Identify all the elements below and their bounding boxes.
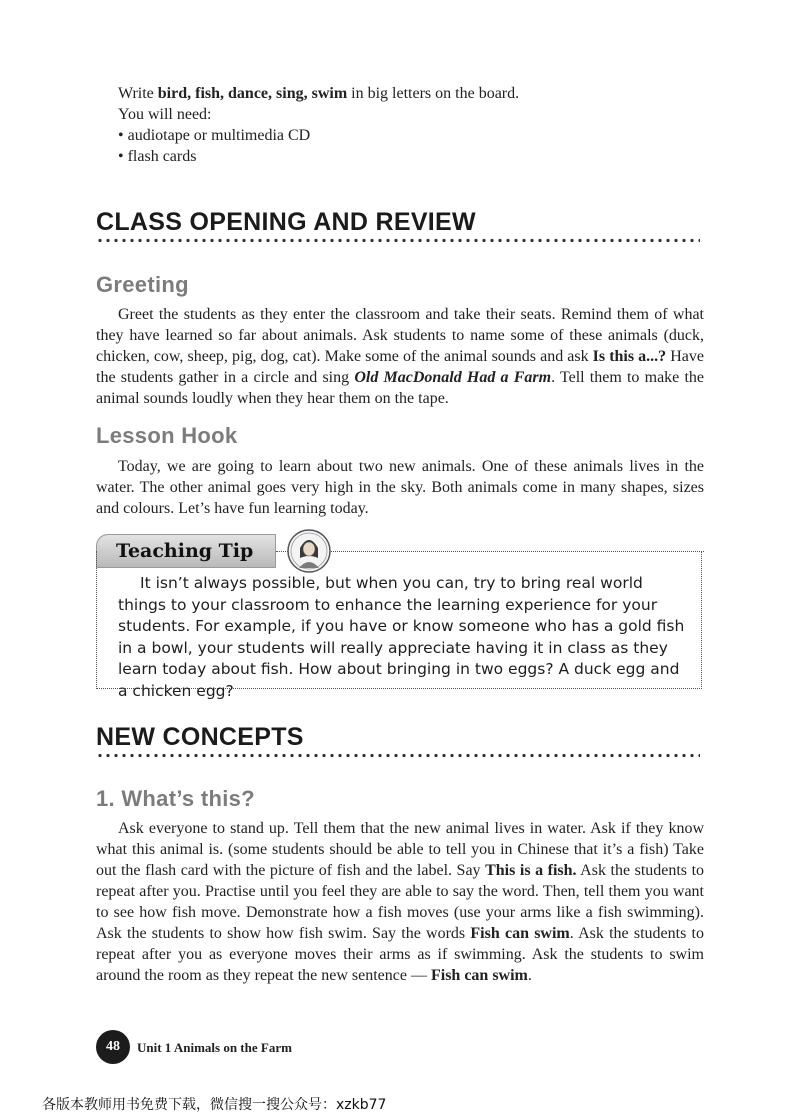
concept-text: Ask the students to repeat after you. Practise until you feel they are able to say the word. Then, tell them you want to see how fish move. Demonstrate how a fish moves (use your arms like a fish swimming). Ask the students to show how fish swim. Say the words <box>96 862 705 942</box>
concept-text: . <box>527 967 532 984</box>
whats-this-paragraph <box>96 818 704 986</box>
song-title: Old MacDonald Had a Farm <box>354 369 552 386</box>
greeting-text: Have the students gather in a circle and sing <box>96 348 704 386</box>
greeting-question: Is this a...? <box>592 348 667 365</box>
key-phrase: Fish can swim <box>470 925 570 942</box>
dotted-divider <box>96 753 700 758</box>
need-item: • flash cards <box>118 148 197 165</box>
greeting-text: . Tell them to make the animal sounds loudly when they hear them on the tape. <box>96 369 705 407</box>
key-phrase: Fish can swim <box>430 967 528 984</box>
section-title: NEW CONCEPTS <box>96 723 304 751</box>
greeting-text: Greet the students as they enter the classroom and take their seats. Remind them of what they have learned so far about animals. Ask students to name some of these animals (duck, chicken, cow, sheep, pig, dog, cat). Make some of the animal sounds and ask <box>96 306 704 365</box>
subheading-lesson-hook: Lesson Hook <box>96 423 238 448</box>
section-title: CLASS OPENING AND REVIEW <box>96 208 476 236</box>
page-number-badge: 48 <box>96 1030 130 1064</box>
concept-text: Ask everyone to stand up. Tell them that the new animal lives in water. Ask if they know what this animal is. (some students should be able to tell you in Chinese that it’s a fish) Take out the flash card with the picture of fish and the label. Say <box>96 820 704 879</box>
subheading-greeting: Greeting <box>96 272 189 297</box>
watermark-text: 各版本教师用书免费下载，微信搜一搜公众号：xzkb77 <box>42 1097 387 1113</box>
prep-text: Write <box>118 85 158 102</box>
subheading-whats-this: 1. What’s this? <box>96 786 255 811</box>
section-heading-class-opening <box>96 208 700 237</box>
concept-text: . Ask the students to repeat after you as everyone moves their arms as if swimming. Ask the students to swim around the room as they repeat the new sentence — <box>96 925 704 984</box>
teaching-tip-text: It isn’t always possible, but when you can, try to bring real world things to your classroom to enhance the learning experience for your students. For example, if you have or know someone who has a gold fish in a bowl, your students will really appreciate having it in class as they learn today about fish. How about bringing in two eggs? A duck egg and a chicken egg? <box>118 574 685 700</box>
prep-line-1 <box>118 83 718 104</box>
need-label: You will need: <box>118 106 212 123</box>
prep-text: in big letters on the board. <box>347 85 520 102</box>
prep-words: bird, fish, dance, sing, swim <box>157 85 348 102</box>
need-item: • audiotape or multimedia CD <box>118 127 311 144</box>
greeting-paragraph <box>96 304 704 409</box>
unit-title: Unit 1 Animals on the Farm <box>137 1040 292 1055</box>
key-phrase: This is a fish. <box>485 862 577 879</box>
section-heading-new-concepts <box>96 723 700 752</box>
lesson-hook-paragraph: Today, we are going to learn about two new animals. One of these animals lives in the water. The other animal goes very high in the sky. Both animals come in many shapes, sizes and colours. Let’s have fun learning today. <box>96 458 704 517</box>
teaching-tip-label: Teaching Tip <box>116 540 254 562</box>
preparation-block <box>118 83 718 167</box>
dotted-divider <box>96 238 700 243</box>
